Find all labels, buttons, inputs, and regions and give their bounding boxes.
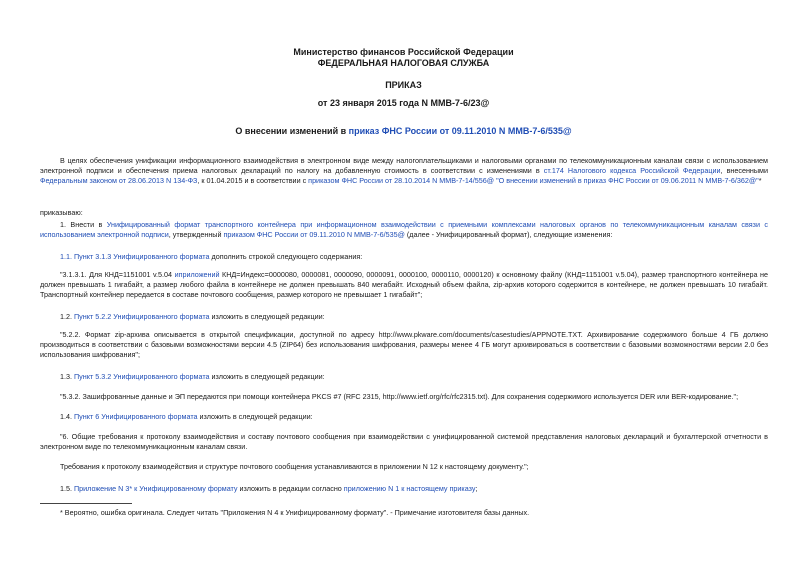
link-order-362[interactable]: "О внесении изменений в приказ ФНС России от 09.06.2011 N ММВ-7-6/362@" xyxy=(496,176,759,185)
link-federal-law-134[interactable]: Федеральным законом от 28.06.2013 N 134-ФЗ xyxy=(40,176,198,185)
item-1-4-text-1: 1.4. xyxy=(60,412,74,421)
link-order-535[interactable]: приказом ФНС России от 09.11.2010 N ММВ-7-6/535@ xyxy=(223,230,405,239)
item-1-3-text-2: изложить в следующей редакции: xyxy=(209,372,325,381)
item-1-5 xyxy=(40,484,768,494)
footnote: * Вероятно, ошибка оригинала. Следует читать "Приложения N 4 к Унифицированному формату". - Примечание изготовителя базы данных. xyxy=(60,508,530,517)
item-1-2 xyxy=(40,312,768,322)
ministry-name: Министерство финансов Российской Федерации xyxy=(293,47,514,57)
item-1-5-text-3: ; xyxy=(475,484,478,493)
doc-title-prefix: О внесении изменений в xyxy=(235,126,349,136)
link-order-556[interactable]: приказом ФНС России от 28.10.2014 N ММВ-7-14/556@ xyxy=(308,176,495,185)
quote-1-text-2: КНД=Индекс=0000080, 0000081, 0000090, 0000091, 0000100, 0000110, 0000120) к основному файлу (КНД=1151001 v.5.04), размер транспортного контейнера не должен превышать 1 гигабайт, а размер любого файла в контейнере не должен превышать 840 мегабайт. Исходный объем файла, zip-архив которого содержится в контейнере, не должен превышать 10 гигабайт. Транспортный контейнер передается в составе почтового сообщения, размер которого не превышает 1 гигабайт"; xyxy=(40,270,768,299)
quote-1-text-1: "3.1.3.1. Для КНД=1151001 v.5.04 xyxy=(60,270,175,279)
link-clause-532[interactable]: Пункт 5.3.2 Унифицированного формата xyxy=(74,372,210,381)
item-1-4-text-2: изложить в следующей редакции: xyxy=(197,412,313,421)
preamble-text-3: , к 01.04.2015 и в соответствии с xyxy=(197,176,309,185)
item-1-5-text-1: 1.5. xyxy=(60,484,74,493)
service-name: ФЕДЕРАЛЬНАЯ НАЛОГОВАЯ СЛУЖБА xyxy=(317,58,490,68)
doc-date: от 23 января 2015 года N ММВ-7-6/23@ xyxy=(317,98,490,108)
link-tax-code-art174[interactable]: ст.174 Налогового кодекса Российской Федерации xyxy=(543,166,721,175)
item-1-text-3: (далее - Унифицированный формат), следующие изменения: xyxy=(404,230,613,239)
footnote-divider xyxy=(40,503,132,504)
item-1-3 xyxy=(40,372,768,382)
quote-6-requirements: Требования к протоколу взаимодействия и структуре почтового сообщения устанавливаются в приложении N 12 к настоящему документу."; xyxy=(60,462,529,471)
doc-title-link[interactable]: приказ ФНС России от 09.11.2010 N ММВ-7-6/535@ xyxy=(348,126,572,136)
item-1-text-1: 1. Внести в xyxy=(60,220,107,229)
link-appendix-1[interactable]: приложению N 1 к настоящему приказу xyxy=(343,484,476,493)
link-unified-format[interactable]: Унифицированный формат транспортного контейнера при информационном взаимодействии с приемными комплексами налоговых органов по телекоммуникационным каналам связи с использованием электронной подписи xyxy=(40,220,768,239)
quote-532: "5.3.2. Зашифрованные данные и ЭП передаются при помощи контейнера PKCS #7 (RFC 2315, http://www.ietf.org/rfc/rfc2315.txt). Для сохранения содержимого используется DER или BER-кодирование."; xyxy=(60,392,739,401)
quote-3131 xyxy=(40,270,768,300)
preamble-text-5: * xyxy=(758,176,762,185)
item-1-1-text: дополнить строкой следующего содержания: xyxy=(209,252,363,261)
link-clause-6[interactable]: Пункт 6 Унифицированного формата xyxy=(74,412,198,421)
quote-6: "6. Общие требования к протоколу взаимодействия и составу почтового сообщения при взаимодействии с унифицированной системой представления налоговых деклараций и бухгалтерской отчетности в электронном виде по телекоммуникационным каналам связи. xyxy=(40,432,768,451)
item-1-4 xyxy=(40,412,768,422)
link-appendix-3[interactable]: Приложение N 3* к Унифицированному формату xyxy=(74,484,238,493)
preamble-text-1: В целях обеспечения унификации информационного взаимодействия в электронном виде между налогоплательщиками и налоговыми органами по телекоммуникационным каналам связи с использованием электронной подписи и обеспечения приема налоговых деклараций по налогу на добавленную стоимость в соответствии с изменениями в xyxy=(40,156,768,175)
preamble-text-2: , внесенными xyxy=(720,166,769,175)
preamble-paragraph xyxy=(40,156,768,186)
item-1-5-text-2: изложить в редакции согласно xyxy=(237,484,344,493)
item-1-1 xyxy=(40,252,768,262)
order-word: приказываю: xyxy=(40,208,83,217)
item-1-text-2: , утвержденный xyxy=(168,230,224,239)
item-1-2-text-1: 1.2. xyxy=(60,312,74,321)
doc-type: ПРИКАЗ xyxy=(385,80,422,90)
item-1 xyxy=(40,220,768,240)
item-1-3-text-1: 1.3. xyxy=(60,372,74,381)
link-clause-522[interactable]: Пункт 5.2.2 Унифицированного формата xyxy=(74,312,210,321)
link-appendices[interactable]: иприложений xyxy=(174,270,220,279)
doc-title xyxy=(0,126,807,137)
item-1-2-text-2: изложить в следующей редакции: xyxy=(209,312,325,321)
link-clause-313[interactable]: 1.1. Пункт 3.1.3 Унифицированного формата xyxy=(60,252,210,261)
quote-522: "5.2.2. Формат zip-архива описывается в открытой спецификации, доступной по адресу http://www.pkware.com/documents/casestudies/APPNOTE.TXT. Архивирование содержимого больше 4 ГБ должно производиться в соответствии с базовыми возможностями версии 4.5 (ZIP64) без использования шифрования, размеры менее 4 ГБ могут архивироваться в соответствии с базовыми возможностями версии 2.0 без использования шифрования"; xyxy=(40,330,768,359)
